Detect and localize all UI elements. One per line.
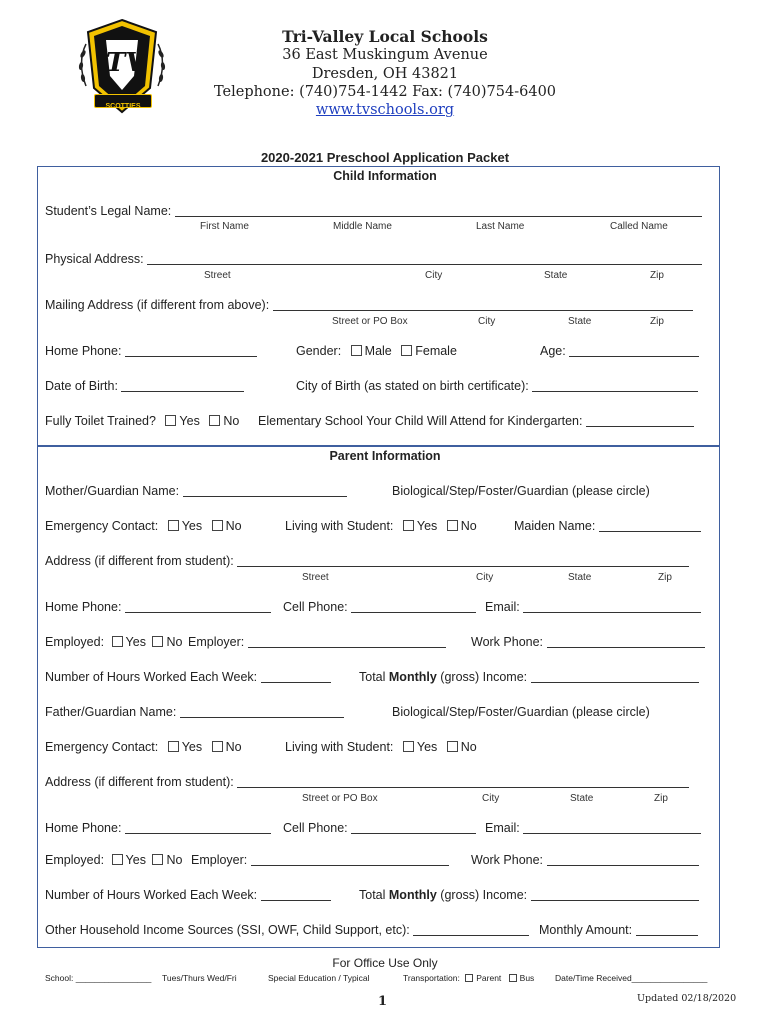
father-state-caption: State <box>570 793 594 804</box>
mailing-state-caption: State <box>568 316 592 327</box>
school-phone: Telephone: (740)754-1442 Fax: (740)754-6400 <box>213 84 557 100</box>
maiden-name-field[interactable] <box>599 531 701 532</box>
mother-zip-caption: Zip <box>658 572 672 583</box>
mother-email-field[interactable] <box>523 612 701 613</box>
parent-section-title: Parent Information <box>329 449 441 463</box>
updated-date: Updated 02/18/2020 <box>637 993 737 1004</box>
office-date-received: Date/Time Received________________ <box>555 973 708 983</box>
middle-name-caption: Middle Name <box>333 221 392 232</box>
father-income-field[interactable] <box>531 900 699 901</box>
office-title: For Office Use Only <box>332 956 438 970</box>
first-name-caption: First Name <box>200 221 249 232</box>
father-relation: Biological/Step/Foster/Guardian (please circle) <box>392 705 650 719</box>
monthly-amount-field[interactable] <box>636 935 698 936</box>
father-employer-field[interactable] <box>251 865 449 866</box>
mother-relation: Biological/Step/Foster/Guardian (please circle) <box>392 484 650 498</box>
mother-work-phone-row: Work Phone: <box>471 635 705 649</box>
father-emergency-no-checkbox[interactable] <box>212 741 223 752</box>
mother-living-yes-checkbox[interactable] <box>403 520 414 531</box>
mother-employer-field[interactable] <box>248 647 446 648</box>
city-caption: City <box>425 270 443 281</box>
logo-letters: TV <box>106 48 146 78</box>
mother-name-field[interactable] <box>183 496 347 497</box>
female-checkbox[interactable] <box>401 345 412 356</box>
father-employed-no-checkbox[interactable] <box>152 854 163 865</box>
father-employed-yes-checkbox[interactable] <box>112 854 123 865</box>
father-zip-caption: Zip <box>654 793 668 804</box>
toilet-no-checkbox[interactable] <box>209 415 220 426</box>
transport-bus-checkbox[interactable] <box>509 974 517 982</box>
mother-emergency-no-checkbox[interactable] <box>212 520 223 531</box>
father-address-row: Address (if different from student): <box>45 775 689 789</box>
child-home-phone-field[interactable] <box>125 356 257 357</box>
age-field[interactable] <box>569 356 699 357</box>
city-birth-field[interactable] <box>532 391 698 392</box>
other-income-row: Other Household Income Sources (SSI, OWF, Child Support, etc): <box>45 923 529 937</box>
website-link[interactable]: www.tvschools.org <box>315 102 455 118</box>
last-name-caption: Last Name <box>476 221 525 232</box>
father-hours-row: Number of Hours Worked Each Week: <box>45 888 331 902</box>
father-home-phone-row: Home Phone: <box>45 821 271 835</box>
website-row <box>0 102 770 118</box>
mother-emergency-yes-checkbox[interactable] <box>168 520 179 531</box>
mother-home-phone-field[interactable] <box>125 612 271 613</box>
legal-name-field[interactable] <box>175 216 702 217</box>
other-income-field[interactable] <box>413 935 529 936</box>
dob-field[interactable] <box>121 391 244 392</box>
legal-name-row: Student’s Legal Name: <box>45 204 702 218</box>
father-cell-field[interactable] <box>351 833 476 834</box>
father-living-no-checkbox[interactable] <box>447 741 458 752</box>
mother-income-field[interactable] <box>531 682 699 683</box>
mother-home-phone-row: Home Phone: <box>45 600 271 614</box>
male-checkbox[interactable] <box>351 345 362 356</box>
packet-title: 2020-2021 Preschool Application Packet <box>260 150 510 165</box>
mailing-city-caption: City <box>478 316 496 327</box>
child-section-title: Child Information <box>333 169 437 183</box>
zip-caption: Zip <box>650 270 664 281</box>
mother-cell-field[interactable] <box>351 612 476 613</box>
street-caption: Street <box>204 270 231 281</box>
city-birth-row: City of Birth (as stated on birth certificate): <box>296 379 698 393</box>
father-living-row: Living with Student: Yes No <box>285 740 477 754</box>
physical-address-field[interactable] <box>147 264 702 265</box>
office-special: Special Education / Typical <box>268 973 370 983</box>
mother-living-row: Living with Student: Yes No <box>285 519 477 533</box>
father-address-field[interactable] <box>237 787 689 788</box>
father-name-row: Father/Guardian Name: <box>45 705 344 719</box>
mother-city-caption: City <box>476 572 494 583</box>
mother-employer-row: Employer: <box>188 635 446 649</box>
father-city-caption: City <box>482 793 500 804</box>
father-street-caption: Street or PO Box <box>302 793 378 804</box>
state-caption: State <box>544 270 568 281</box>
office-transport: Transportation: Parent Bus <box>403 973 535 983</box>
page-number: 1 <box>378 994 388 1009</box>
mother-email-row: Email: <box>485 600 701 614</box>
physical-address-row: Physical Address: <box>45 252 702 266</box>
mother-hours-row: Number of Hours Worked Each Week: <box>45 670 331 684</box>
father-hours-field[interactable] <box>261 900 331 901</box>
mother-employed-yes-checkbox[interactable] <box>112 636 123 647</box>
father-email-field[interactable] <box>523 833 701 834</box>
mother-work-phone-field[interactable] <box>547 647 705 648</box>
mother-cell-row: Cell Phone: <box>283 600 476 614</box>
office-days: Tues/Thurs Wed/Fri <box>162 973 237 983</box>
mother-living-no-checkbox[interactable] <box>447 520 458 531</box>
mailing-street-caption: Street or PO Box <box>332 316 408 327</box>
school-street: 36 East Muskingum Avenue <box>282 47 488 63</box>
father-employer-row: Employer: <box>191 853 449 867</box>
father-employed-row: Employed: Yes No <box>45 853 183 867</box>
gender-row: Gender: Male Female <box>296 344 457 358</box>
school-name: Tri-Valley Local Schools <box>282 27 488 46</box>
age-row: Age: <box>540 344 699 358</box>
maiden-name-row: Maiden Name: <box>514 519 701 533</box>
elementary-row: Elementary School Your Child Will Attend for Kindergarten: <box>258 414 694 428</box>
mother-address-field[interactable] <box>237 566 689 567</box>
father-email-row: Email: <box>485 821 701 835</box>
father-emergency-yes-checkbox[interactable] <box>168 741 179 752</box>
mother-street-caption: Street <box>302 572 329 583</box>
transport-parent-checkbox[interactable] <box>465 974 473 982</box>
mailing-zip-caption: Zip <box>650 316 664 327</box>
mother-emergency-row: Emergency Contact: Yes No <box>45 519 242 533</box>
mother-address-row: Address (if different from student): <box>45 554 689 568</box>
toilet-yes-checkbox[interactable] <box>165 415 176 426</box>
mother-name-row: Mother/Guardian Name: <box>45 484 347 498</box>
logo-banner: SCOTTIES <box>94 94 152 108</box>
father-name-field[interactable] <box>180 717 344 718</box>
mailing-address-field[interactable] <box>273 310 693 311</box>
mother-employed-no-checkbox[interactable] <box>152 636 163 647</box>
called-name-caption: Called Name <box>610 221 668 232</box>
mother-employed-row: Employed: Yes No <box>45 635 183 649</box>
father-home-phone-field[interactable] <box>125 833 271 834</box>
school-city: Dresden, OH 43821 <box>311 66 459 82</box>
office-school-field[interactable]: School: ________________ <box>45 973 152 983</box>
father-emergency-row: Emergency Contact: Yes No <box>45 740 242 754</box>
dob-row: Date of Birth: <box>45 379 244 393</box>
father-work-phone-row: Work Phone: <box>471 853 699 867</box>
child-home-phone-row: Home Phone: <box>45 344 257 358</box>
father-work-phone-field[interactable] <box>547 865 699 866</box>
mother-income-row: Total Monthly (gross) Income: <box>359 670 699 684</box>
father-living-yes-checkbox[interactable] <box>403 741 414 752</box>
father-cell-row: Cell Phone: <box>283 821 476 835</box>
mailing-address-row: Mailing Address (if different from above): <box>45 298 693 312</box>
monthly-amount-row: Monthly Amount: <box>539 923 698 937</box>
toilet-row: Fully Toilet Trained? Yes No <box>45 414 240 428</box>
elementary-field[interactable] <box>586 426 694 427</box>
father-income-row: Total Monthly (gross) Income: <box>359 888 699 902</box>
mother-hours-field[interactable] <box>261 682 331 683</box>
office-row <box>45 973 151 983</box>
mother-state-caption: State <box>568 572 592 583</box>
